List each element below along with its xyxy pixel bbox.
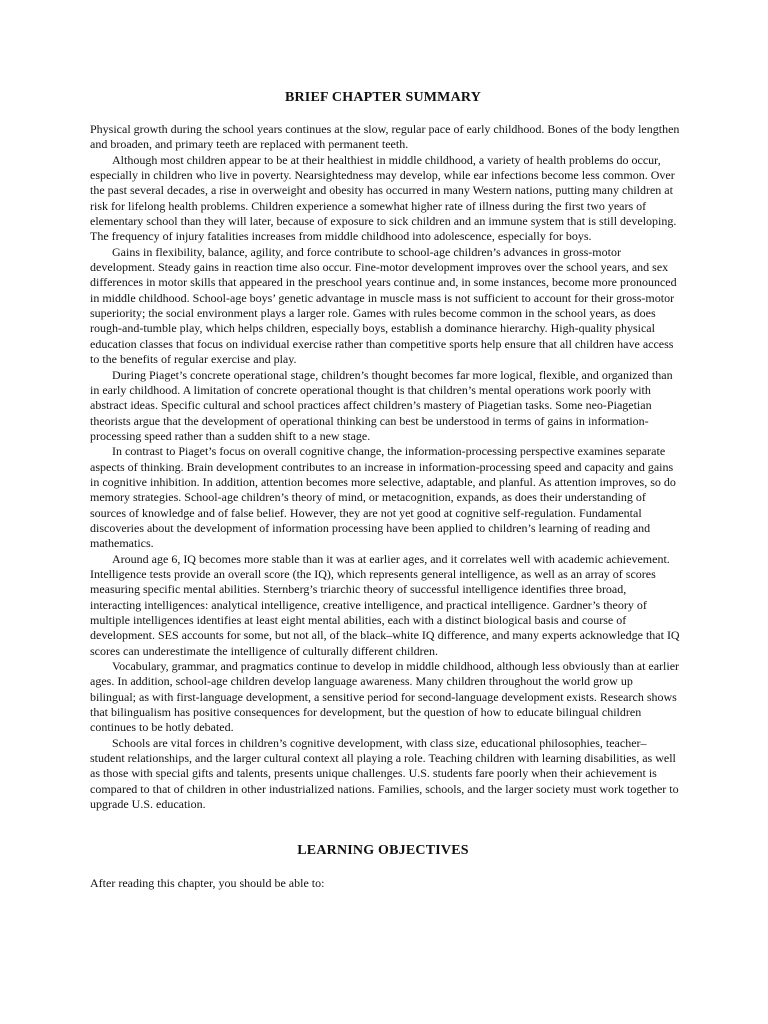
summary-body [90,122,680,812]
summary-paragraph-health: Although most children appear to be at their healthiest in middle childhood, a variety of health problems do occur, especially in children who live in poverty. Nearsightedness may develop, while ear infections become less common. Over the past several decades, a rise in overweight and obesity has occurred in many Western nations, putting many children at risk for lifelong health problems. Children experience a somewhat higher rate of illness during the first two years of elementary school than they will later, because of exposure to sick children and an immune system that is still developing. The frequency of injury fatalities increases from middle childhood into adolescence, especially for boys. [90,152,677,244]
summary-heading: BRIEF CHAPTER SUMMARY [284,90,482,105]
summary-paragraph-physical-growth: Physical growth during the school years continues at the slow, regular pace of early childhood. Bones of the body lengthen and broaden, and primary teeth are replaced with permanent teeth. [90,122,680,152]
objectives-lead-in: After reading this chapter, you should be able to: [90,876,325,890]
summary-paragraph-information-processing: In contrast to Piaget’s focus on overall cognitive change, the information-processing perspective examines separate aspects of thinking. Brain development contributes to an increase in information-processing speed and capacity and gains in cognitive inhibition. In addition, attention becomes more selective, adaptable, and planful. As attention improves, so do memory strategies. School-age children’s theory of mind, or metacognition, expands, as does their understanding of sources of knowledge and of false belief. However, they are not yet good at cognitive self-regulation. Fundamental discoveries about the development of information processing have been applied to children’s learning of reading and mathematics. [90,444,676,551]
summary-paragraph-piaget: During Piaget’s concrete operational stage, children’s thought becomes far more logical, flexible, and organized than in early childhood. A limitation of concrete operational thought is that children’s mental operations work poorly with abstract ideas. Specific cultural and school practices affect children’s mastery of Piagetian tasks. Some neo-Piagetian theorists argue that the development of operational thinking can best be understood in terms of gains in information-processing speed rather than a sudden shift to a new stage. [90,367,673,443]
summary-paragraph-motor-development: Gains in flexibility, balance, agility, and force contribute to school-age children’s advances in gross-motor development. Steady gains in reaction time also occur. Fine-motor development improves over the school years, and sex differences in motor skills that appeared in the preschool years continue and, in some instances, become more pronounced in middle childhood. School-age boys’ genetic advantage in muscle mass is not sufficient to account for their gross-motor superiority; the social environment plays a larger role. Games with rules become common in the school years, as does rough-and-tumble play, which helps children, especially boys, establish a dominance hierarchy. High-quality physical education classes that focus on individual exercise rather than competitive sports help ensure that all children have access to the benefits of regular exercise and play. [90,244,677,367]
summary-paragraph-language: Vocabulary, grammar, and pragmatics continue to develop in middle childhood, although less obviously than at earlier ages. In addition, school-age children develop language awareness. Many children throughout the world grow up bilingual; as with first-language development, a sensitive period for second-language development exists. Research shows that bilingualism has positive consequences for development, but the question of how to educate bilingual children continues to be hotly debated. [90,659,680,735]
summary-paragraph-schools: Schools are vital forces in children’s cognitive development, with class size, educational philosophies, teacher–student relationships, and the larger cultural context all playing a role. Teaching children with learning disabilities, as well as those with special gifts and talents, presents unique challenges. U.S. students fare poorly when their achievement is compared to that of children in other industrialized nations. Families, schools, and the larger society must work together to upgrade U.S. education. [90,735,679,812]
objectives-heading: LEARNING OBJECTIVES [297,843,469,858]
summary-paragraph-intelligence: Around age 6, IQ becomes more stable than it was at earlier ages, and it correlates well with academic achievement. Intelligence tests provide an overall score (the IQ), which represents general intelligence, as well as an array of scores measuring specific mental abilities. Sternberg’s triarchic theory of successful intelligence identifies three broad, interacting intelligences: analytical intelligence, creative intelligence, and practical intelligence. Gardner’s theory of multiple intelligences identifies at least eight mental abilities, each with a distinct biological basis and course of development. SES accounts for some, but not all, of the black–white IQ difference, and many experts acknowledge that IQ scores can underestimate the intelligence of culturally different children. [90,551,680,658]
